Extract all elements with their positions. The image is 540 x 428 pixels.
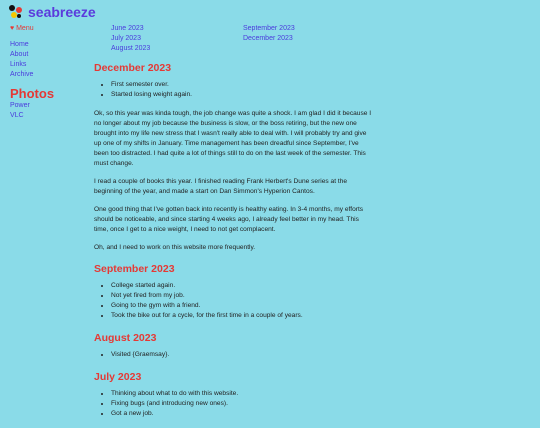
sidebar [10, 24, 80, 121]
site-logo-icon[interactable] [9, 5, 23, 19]
nav-link-about[interactable]: About [10, 51, 29, 58]
list-item: • Took the bike out for a cycle, for the first time in a couple of years. [111, 311, 374, 321]
post-list [94, 281, 374, 321]
post-paragraph: Ok, so this year was kinda tough, the job change was quite a shock. I am glad I did it because I no longer about my job because the business is slow, or the boss retiring, but the new one brought into my life new stress that I wasn't really able to deal with. I will probably try and give up one of my shifts in January. Time management has been dreadful since September, I've been too distracted. I had quite a lot of things still to do on the last week of the semester. This must change. [94, 110, 372, 167]
main-content [94, 60, 374, 428]
menu-title: ♥ Menu [10, 25, 34, 32]
list-item: • Started losing weight again. [111, 90, 374, 100]
site-header [9, 3, 96, 21]
post-july-2023 [94, 369, 374, 419]
post-list [94, 80, 374, 100]
post-september-2023 [94, 261, 374, 321]
list-item: • Thinking about what to do with this website. [111, 389, 374, 399]
list-item: • Going to the gym with a friend. [111, 301, 374, 311]
list-item: • First semester over. [111, 80, 374, 90]
post-list [94, 350, 374, 360]
list-item: • Got a new job. [111, 409, 374, 419]
archive-link-july-2023[interactable]: July 2023 [111, 35, 141, 42]
post-august-2023 [94, 330, 374, 360]
post-title: September 2023 [94, 263, 175, 275]
post-december-2023 [94, 60, 374, 253]
nav-link-home[interactable]: Home [10, 41, 29, 48]
nav-link-archive[interactable]: Archive [10, 71, 34, 78]
archive-link-december-2023[interactable]: December 2023 [243, 35, 293, 42]
site-title-link[interactable]: seabreeze [28, 4, 96, 20]
post-title: July 2023 [94, 371, 142, 383]
archive-link-august-2023[interactable]: August 2023 [111, 45, 151, 52]
post-paragraph: I read a couple of books this year. I finished reading Frank Herbert's Dune series at the beginning of the year, and made a start on Dan Simmon's Hyperion Cantos. [94, 178, 348, 195]
post-title: December 2023 [94, 62, 172, 74]
archive-link-september-2023[interactable]: September 2023 [243, 25, 295, 32]
list-item: • College started again. [111, 281, 374, 291]
post-paragraph: One good thing that I've gotten back into recently is healthy eating. In 3-4 months, my efforts should be noticeable, and since starting 4 weeks ago, I already feel better in my head. This time, once I get to a nice weight, I need to not get complacent. [94, 206, 364, 233]
photos-heading: Photos [10, 86, 55, 101]
post-title: August 2023 [94, 332, 157, 344]
list-item: • Not yet fired from my job. [111, 291, 374, 301]
post-list [94, 389, 374, 419]
post-paragraph: Oh, and I need to work on this website more frequently. [94, 244, 256, 251]
list-item: • Fixing bugs (and introducing new ones). [111, 399, 374, 409]
archive-link-june-2023[interactable]: June 2023 [111, 25, 144, 32]
photo-link-vlc[interactable]: VLC [10, 112, 24, 119]
nav-link-links[interactable]: Links [10, 61, 27, 68]
photo-link-power[interactable]: Power [10, 102, 30, 109]
list-item: • Visited {Graemsay}. [111, 350, 374, 360]
